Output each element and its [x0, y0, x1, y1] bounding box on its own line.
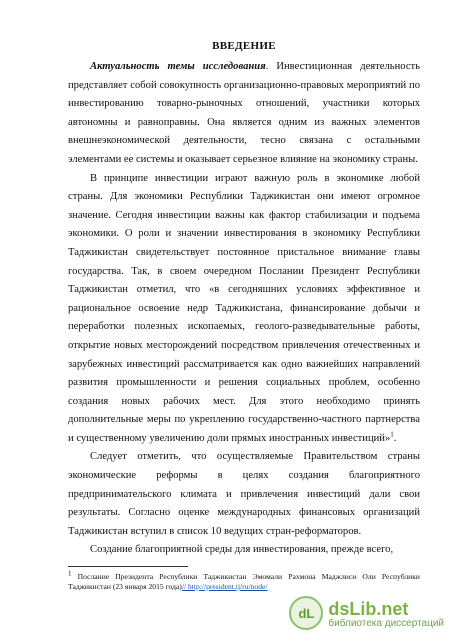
watermark-text	[328, 600, 444, 630]
paragraph-relevance	[68, 58, 420, 170]
page-title: ВВЕДЕНИЕ	[212, 40, 276, 52]
footnote-text: Послание Президента Республики Таджикистан Эмомали Рахмона Маджлиси Оли Республики Таджикистан (23 января 2015 года)	[68, 572, 420, 591]
dslib-logo-icon: dL	[289, 596, 323, 630]
footnote-divider	[68, 566, 188, 567]
footnote-mark: 1	[68, 569, 72, 578]
footnote	[68, 569, 420, 592]
paragraph-investment-role-text: В принципе инвестиции играют важную роль в экономике любой страны. Для экономики Республики Таджикистан они имеют огромное значение. Сегодня инвестиции важны как фактор стабилизации и подъема экономики. О роли и значении инвестирования в экономику Республики Таджикистан свидетельствует постоянное пристальное внимание главы государства. Так, в своем очередном Послании Президент Республики Таджикистан отметил, что «в сегодняшних условиях эффективное и рациональное освоение недр Таджикистана, финансирование добычи и переработки полезных ископаемых, геолого-разведывательные работы, открытие новых месторождений посредством привлечения отечественных и зарубежных инвестиций рассматривается как одно важнейших направлений развития промышленности и решения социальных проблем, особенно создания новых рабочих мест. Для этого необходимо принять дополнительные меры по укреплению государственно-частного партнерства и существенному увеличению доли прямых иностранных инвестиций»	[68, 172, 420, 444]
dslib-watermark[interactable]	[289, 596, 444, 630]
relevance-lead: Актуальность темы исследования	[90, 61, 266, 72]
paragraph-relevance-text: . Инвестиционная деятельность представляет собой совокупность организационно-правовых мероприятий по инвестированию товарно-рыночных отношений, участники которых автономны и равноправны. Она является одним из важных элементов внешнеэкономической деятельности, тесно связана с остальными элементами ее системы и оказывает серьезное влияние на экономику страны.	[68, 61, 420, 165]
watermark-brand: dsLib.net	[328, 599, 409, 619]
document-page	[68, 40, 420, 560]
watermark-subtitle: библиотека диссертаций	[328, 618, 444, 629]
paragraph-reforms: Следует отметить, что осуществляемые Правительством страны экономические реформы в целях создания благоприятного предпринимательского климата и привлечения инвестиций дали свои результаты. Согласно оценке международных финансовых организаций Таджикистан вступил в список 10 ведущих стран-реформаторов.	[68, 451, 420, 537]
footnote-ref[interactable]: 1	[390, 430, 394, 439]
paragraph-environment: Создание благоприятной среды для инвестирования, прежде всего,	[90, 544, 394, 556]
footnote-link[interactable]: // http://president.tj/ru/node/	[181, 582, 268, 591]
paragraph-end-punct: .	[393, 432, 397, 444]
paragraph-investment-role	[68, 170, 420, 449]
